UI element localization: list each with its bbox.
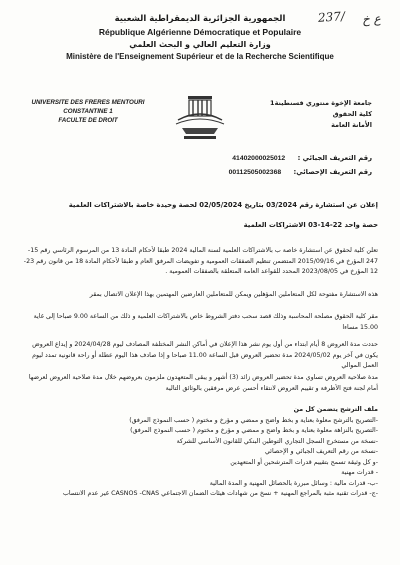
faculty-name-fr: FACULTE DE DROIT	[58, 117, 118, 124]
list-item: -التصريح بالترشح معلوة بعناية و بخط واضح و ممضي و مؤرخ و مختوم ( حسب النموذج المرفق)	[129, 416, 378, 424]
faculty-name-ar: كلية الحقوق	[332, 110, 372, 118]
list-item: ملف الترشح يتضمن كل من	[293, 406, 378, 413]
statistical-id-value: 00112505002368	[228, 169, 282, 176]
paragraph-legal-basis: تعلن كلية لحقوق عن استشارة خاصة ب بالاشتراكات العلمية لسنة المالية 2024 طبقا لأحكام المادة 13 من المرسوم الرئاسي رقم 15-247 المؤرخ في 2015/09/16 المتضمن تنظيم الصفقات العمومية و تفويضات المرفق العام و طبقا لأحكام المادة 18 من قانون رقم 23-12 المؤرخ في 2023/08/05 المحدد للقواعد العامة المتعلقة بالصفقات العمومية .	[23, 247, 378, 275]
paragraph-withdrawal: مقر كلية الحقوق مصلحة المحاسبة وذلك قصد سحب دفتر الشروط خاص بالاشتراكات العلمية و ذلك من الساعة 9.00 صباحا إلى غاية 15.00 مساءا	[33, 313, 378, 331]
list-item: - قدرات مهنية	[341, 469, 378, 476]
list-item: -نسخة من رقم التعريف الجبائي و الإحصائي	[264, 448, 378, 455]
general-secretariat-ar: الأمانة العامة	[331, 121, 372, 129]
paragraph-deadline: حددت مدة العروض 8 أيام ابتداء من أول يوم نشر هذا الإعلان في أماكن النشر المختلفة المصادف ليوم 2024/04/28 و إيداع العروض يكون في آخر يوم 2024/05/02 مدة تحضير العروض قبل الساعة 11.00 صباحا و إذا صادف هذا اليوم عطلة أو راحة قانونية تمدد ليوم العمل الموالي	[32, 341, 378, 369]
lot-title: حصة واحد 22-14-03 الاشتراكات العلمية	[243, 221, 378, 229]
list-item: -و كل وثيقة تسمح بتقييم قدرات المترشحين أو المتعهدين	[230, 458, 378, 466]
university-name-fr: UNIVERSITE DES FRERES MENTOURI	[31, 99, 145, 106]
handwritten-initial: ع خ	[361, 11, 382, 27]
list-item: -التصريح بالنزاهة معلوة بعناية و بخط واضح و ممضي و مؤرخ و مختوم ( حسب النموذج المرفق)	[130, 427, 378, 434]
paragraph-eligibility: هذه الاستشارة مفتوحة لكل المتعاملين المؤهلين ويمكن للمتعاملين العارضين المهتمين بهذا الإعلان الاتصال بمقر	[89, 291, 378, 298]
header-republic-fr: République Algérienne Démocratique et Populaire	[98, 27, 302, 37]
statistical-id-label: رقم التعريف الإحصائي:	[293, 168, 372, 176]
fiscal-id-label: رقم التعريف الجبائي :	[297, 154, 372, 162]
university-logo-icon	[172, 94, 228, 142]
list-item: -نسخة من مستخرج السجل التجاري التوطين البنكي للقانون الأساسي للشركة	[176, 437, 378, 445]
university-city-fr: CONSTANTINE 1	[63, 108, 113, 115]
fiscal-id-row	[72, 154, 372, 162]
handwritten-number: 237/	[317, 9, 346, 25]
paragraph-validity: مدة صلاحية العروض تساوي مدة تحضير العروض زائد (3) أشهر و يبقى المتعهدون ملزمون بعروضهم خلال مدة صلاحية العروض لعرضها أمام لجنة فتح الأظرفة و تقييم العروض لانتقاء أحسن عرض مرفقين بالوثائق التالية	[28, 374, 378, 392]
university-block-ar	[252, 98, 372, 131]
announcement-title: إعلان عن استشارة رقم 03/2024 بتاريخ 02/05/2024 لحصة وحيدة خاصة بالاشتراكات العلمية	[68, 201, 378, 209]
statistical-id-row	[72, 168, 372, 176]
list-item: -ب- قدرات مالية : وسائل مبررة بالحصائل المهنية و المدة المالية	[209, 479, 378, 487]
header-republic-ar: الجمهورية الجزائرية الديمقراطية الشعبية	[114, 14, 286, 24]
university-block-fr	[28, 98, 148, 125]
required-documents-list	[22, 405, 378, 500]
fiscal-id-value: 41402000025012	[232, 155, 286, 162]
header-ministry-ar: وزارة التعليم العالي و البحث العلمي	[129, 40, 271, 49]
university-name-ar: جامعة الإخوة منتوري قسنطينة1	[270, 99, 372, 107]
header-ministry-fr: Ministère de l'Enseignement Supérieur et de la Recherche Scientifique	[66, 52, 334, 61]
list-item: -ج- قدرات تقنية مثبة بالمراجع المهنية + نسخ من شهادات هيئات الضمان الاجتماعي CASNOS -CNAS غير عدم الانتساب	[62, 490, 378, 497]
